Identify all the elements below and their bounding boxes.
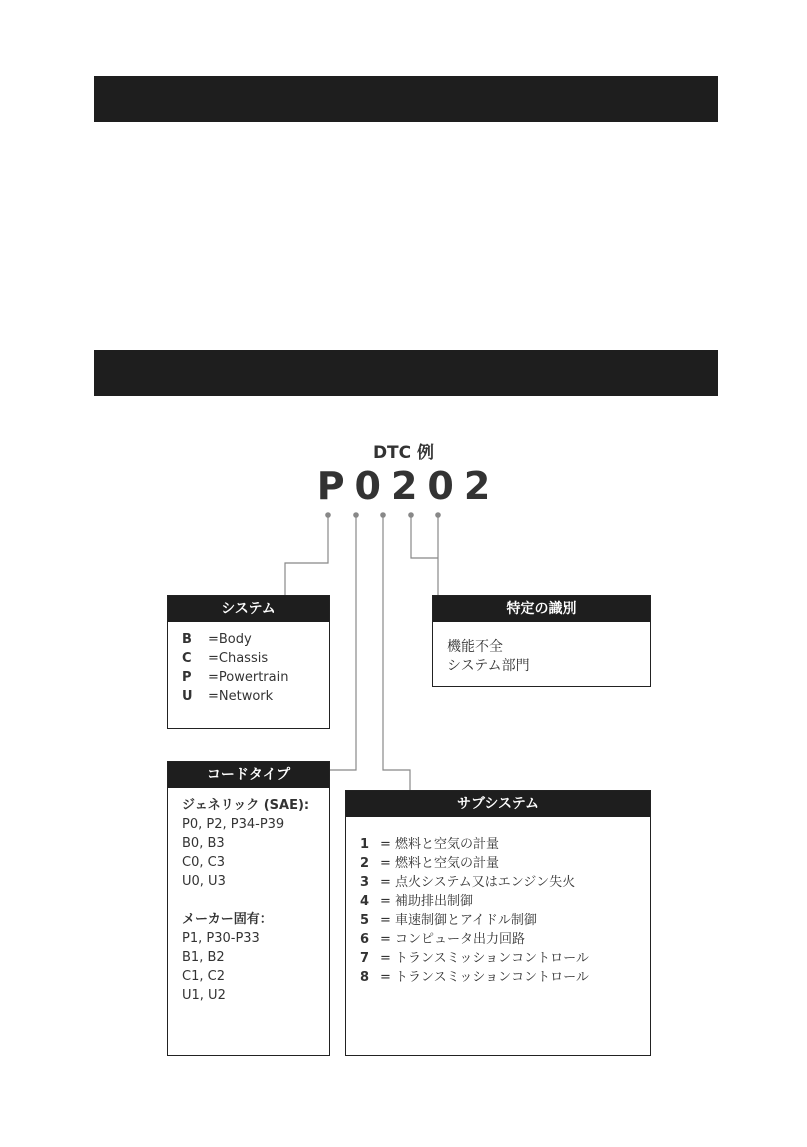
list-item: 機能不全 bbox=[447, 639, 503, 655]
connector-dot bbox=[325, 512, 331, 518]
list-item: P =Powertrain bbox=[182, 670, 289, 685]
code-type-box bbox=[167, 761, 330, 1056]
list-item: 4 = 補助排出制御 bbox=[360, 894, 474, 909]
list-item: 3 = 点火システム又はエンジン失火 bbox=[360, 875, 576, 890]
connector-dot bbox=[435, 512, 441, 518]
list-item: 1 = 燃料と空気の計量 bbox=[360, 837, 500, 852]
list-item: システム部門 bbox=[447, 658, 530, 674]
list-item: C1, C2 bbox=[182, 969, 225, 984]
list-item: P1, P30-P33 bbox=[182, 931, 260, 946]
list-item: 6 = コンピュータ出力回路 bbox=[360, 932, 526, 947]
generic-heading: ジェネリック (SAE): bbox=[182, 798, 310, 813]
code-type-box-title: コードタイプ bbox=[168, 762, 329, 788]
specific-box-title: 特定の識別 bbox=[433, 596, 650, 622]
subsystem-box bbox=[345, 790, 651, 1056]
list-item: C0, C3 bbox=[182, 855, 225, 870]
list-item: 5 = 車速制御とアイドル制御 bbox=[360, 913, 537, 928]
list-item: 8 = トランスミッションコントロール bbox=[360, 970, 589, 985]
connector-dot bbox=[353, 512, 359, 518]
specific-identification-box bbox=[432, 595, 651, 687]
system-box-title: システム bbox=[168, 596, 329, 622]
list-item: P0, P2, P34-P39 bbox=[182, 817, 285, 832]
system-box bbox=[167, 595, 330, 729]
list-item: 2 = 燃料と空気の計量 bbox=[360, 856, 500, 871]
list-item: U0, U3 bbox=[182, 874, 226, 889]
list-item: 7 = トランスミッションコントロール bbox=[360, 951, 589, 966]
list-item: U1, U2 bbox=[182, 988, 226, 1003]
list-item: C =Chassis bbox=[182, 651, 269, 666]
connector-dot bbox=[380, 512, 386, 518]
list-item: B =Body bbox=[182, 632, 252, 647]
list-item: B1, B2 bbox=[182, 950, 225, 965]
list-item: B0, B3 bbox=[182, 836, 225, 851]
dtc-example-title: DTC 例 bbox=[372, 443, 435, 463]
list-item: U =Network bbox=[182, 689, 274, 704]
manufacturer-heading: メーカー固有： bbox=[182, 912, 273, 927]
subsystem-box-title: サブシステム bbox=[346, 791, 650, 817]
dtc-example-code: P0202 bbox=[316, 464, 501, 508]
connector-dot bbox=[408, 512, 414, 518]
